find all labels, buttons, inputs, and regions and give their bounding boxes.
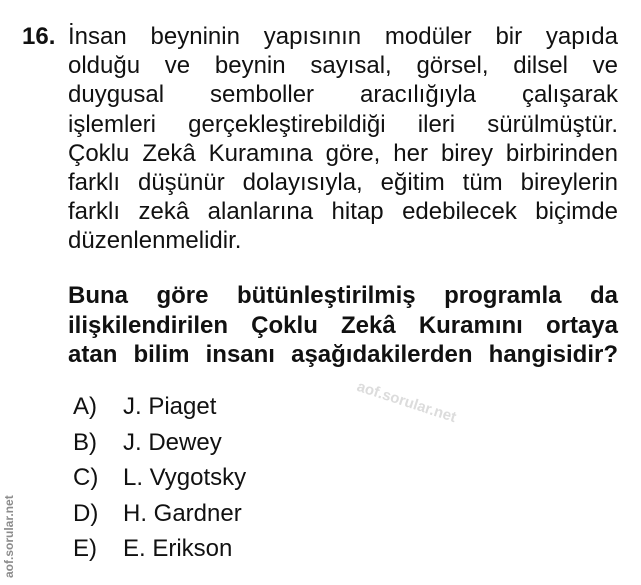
prompt-line: atan bilim insanı aşağıdakilerden hangisidir? [68,341,618,368]
stem-line: Çoklu Zekâ Kuramına göre, her birey birbirinden [68,139,618,167]
stem-line: duygusal semboller aracılığıyla çalışarak [68,81,618,109]
option-letter: E) [73,535,97,562]
stem-line: işlemleri gerçekleştirebildiği ileri sürülmüştür. [68,110,618,138]
prompt-line: ilişkilendirilen Çoklu Zekâ Kuramını ortaya [68,311,618,339]
prompt-line: Buna göre bütünleştirilmiş programla da [68,282,618,309]
option-letter: C) [73,464,99,491]
option-letter: B) [73,428,97,456]
stem-line: farklı düşünür dolayısıyla, eğitim tüm bireylerin [68,168,618,196]
option-text: L. Vygotsky [123,464,247,491]
option-text: H. Gardner [123,499,242,527]
question-prompt [68,281,618,370]
option-text: J. Dewey [123,428,222,456]
question-stem [68,22,618,256]
stem-line: farklı zekâ alanlarına hitap edebilecek biçimde [68,198,618,226]
stem-line: İnsan beyninin yapısının modüler bir yapıda [68,23,618,50]
stem-line: düzenlenmelidir. [68,227,242,255]
stem-line: olduğu ve beynin sayısal, görsel, dilsel ve [68,52,618,80]
watermark-center: aof.sorular.net [354,378,459,427]
question-number: 16. [22,23,56,50]
option-letter: D) [73,499,99,527]
watermark-side: aof.sorular.net [2,495,16,578]
option-letter: A) [73,393,97,420]
option-text: J. Piaget [123,393,217,420]
option-text: E. Erikson [123,535,233,562]
